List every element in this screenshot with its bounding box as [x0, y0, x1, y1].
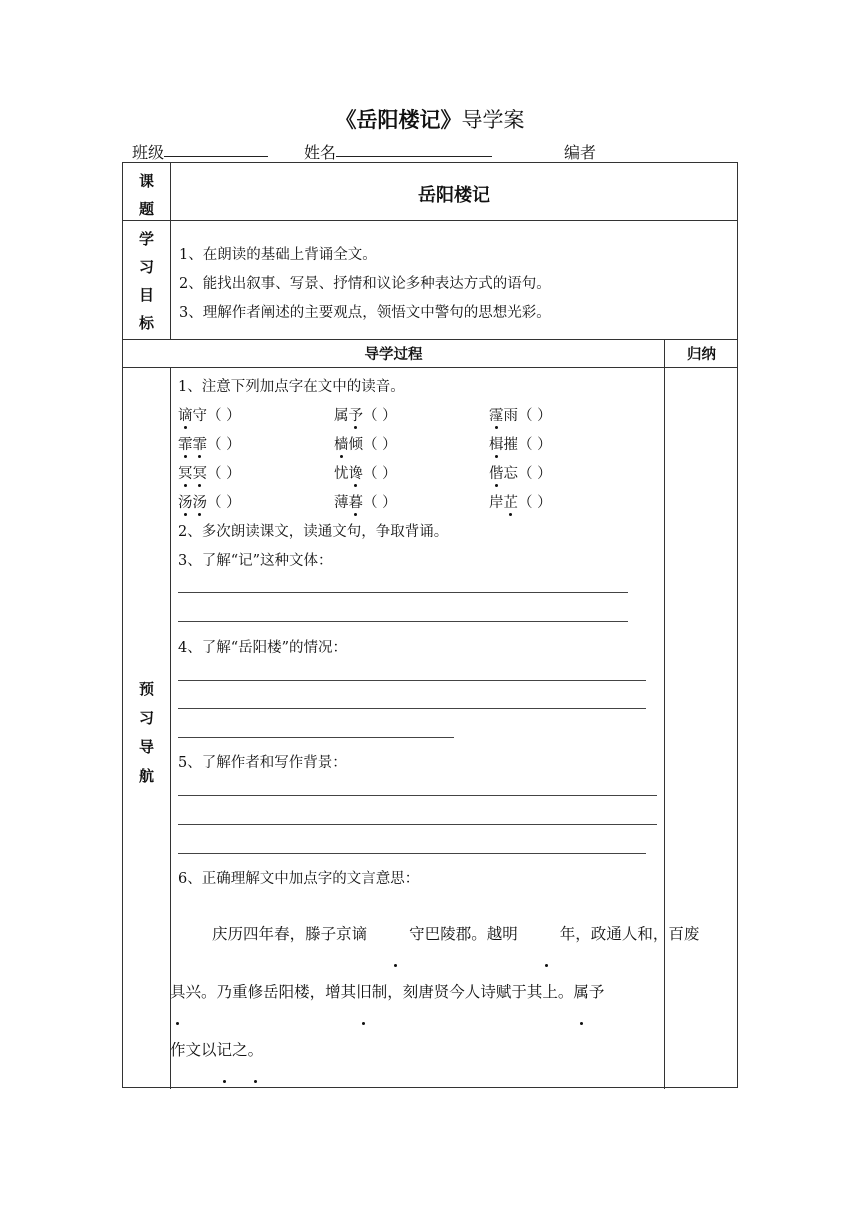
question-3: 3、了解“记”这种文体：	[178, 553, 333, 569]
dotted-character: 谗	[349, 462, 364, 483]
dotted-character: 暮	[349, 491, 364, 512]
passage-line	[170, 1021, 660, 1079]
dotted-character: 记	[217, 1021, 233, 1079]
pinyin-item[interactable]: 忧谗（ ）	[334, 462, 397, 483]
header-fields	[132, 140, 752, 162]
topic-title: 岳阳楼记	[418, 185, 490, 206]
dotted-character: 予	[349, 404, 364, 425]
pinyin-item[interactable]: 霏霏（ ）	[178, 433, 241, 454]
preview-label-char: 航	[138, 767, 154, 785]
editor-label: 编者	[564, 143, 597, 162]
goals-label-char: 目	[138, 286, 154, 304]
summary-column-line	[664, 339, 665, 1089]
pinyin-item[interactable]: 薄暮（ ）	[334, 491, 397, 512]
answer-line[interactable]	[178, 853, 646, 854]
process-header: 导学过程	[364, 347, 423, 363]
pinyin-item[interactable]: 偕忘（ ）	[489, 462, 552, 483]
title-rest: 导学案	[461, 108, 525, 132]
goal-1: 1、在朗读的基础上背诵全文。	[179, 247, 377, 263]
topic-label-char: 题	[138, 200, 154, 218]
passage-line-1: 庆历四年春，滕子京谪 守巴陵郡。越明 年，政通人和，百废	[170, 905, 660, 963]
answer-line[interactable]	[178, 680, 646, 681]
guide-table	[122, 162, 738, 1088]
pinyin-item[interactable]: 樯倾（ ）	[334, 433, 397, 454]
question-4: 4、了解“岳阳楼”的情况：	[178, 640, 348, 656]
dotted-character: 属	[573, 963, 589, 1021]
divider-1	[123, 220, 737, 221]
answer-line[interactable]	[178, 621, 628, 622]
name-blank[interactable]	[336, 140, 492, 157]
dotted-character: 谪	[178, 404, 193, 425]
pinyin-item[interactable]: 霪雨（ ）	[489, 404, 552, 425]
name-field[interactable]	[304, 140, 336, 163]
dotted-character: 冥	[193, 462, 208, 483]
dotted-character: 汤	[193, 491, 208, 512]
dotted-character: 守	[367, 905, 425, 963]
dotted-character: 汤	[178, 491, 193, 512]
answer-line[interactable]	[178, 824, 657, 825]
document-title	[0, 104, 860, 134]
goals-label-char: 标	[138, 314, 154, 332]
pinyin-item[interactable]: 汤汤（ ）	[178, 491, 241, 512]
answer-line[interactable]	[178, 795, 657, 796]
passage-line-2: 具兴。乃重修岳阳楼，增其旧制，刻唐贤今人诗赋于其上。属予	[170, 963, 660, 1021]
question-5: 5、了解作者和写作背景：	[178, 755, 347, 771]
question-6: 6、正确理解文中加点字的文言意思：	[178, 871, 420, 887]
class-blank[interactable]	[164, 140, 268, 157]
title-bold: 《岳阳楼记》	[335, 107, 462, 132]
goal-2: 2、能找出叙事、写景、抒情和议论多种表达方式的语句。	[179, 276, 551, 292]
dotted-character: 年	[518, 905, 576, 963]
pinyin-item[interactable]: 属予（ ）	[334, 404, 397, 425]
answer-line[interactable]	[178, 708, 646, 709]
dotted-character: 偕	[489, 462, 504, 483]
summary-header: 归纳	[687, 347, 716, 363]
question-1: 1、注意下列加点字在文中的读音。	[178, 379, 405, 395]
dotted-character: 。	[248, 1021, 264, 1079]
goals-label	[123, 225, 170, 337]
dotted-character: 霏	[193, 433, 208, 454]
answer-line[interactable]	[178, 737, 454, 738]
topic-label-char: 课	[138, 172, 154, 190]
pinyin-item[interactable]: 冥冥（ ）	[178, 462, 241, 483]
passage-line	[170, 963, 660, 1021]
dotted-character: 具	[170, 963, 186, 1021]
goals-label-char: 学	[138, 230, 154, 248]
preview-label-char: 习	[138, 709, 154, 727]
dotted-character: 楫	[489, 433, 504, 454]
pinyin-item[interactable]: 谪守（ ）	[178, 404, 241, 425]
editor-field	[564, 140, 596, 163]
preview-label-char: 导	[138, 738, 154, 756]
topic-label	[123, 167, 170, 223]
question-2: 2、多次朗读课文，读通文句，争取背诵。	[178, 524, 449, 540]
answer-line[interactable]	[178, 592, 628, 593]
dotted-character: 樯	[334, 433, 349, 454]
pinyin-item[interactable]: 岸芷（ ）	[489, 491, 552, 512]
divider-2	[123, 339, 737, 340]
dotted-character: 冥	[178, 462, 193, 483]
dotted-character: 霪	[489, 404, 504, 425]
dotted-character: 霏	[178, 433, 193, 454]
class-field[interactable]	[132, 140, 164, 163]
preview-label	[123, 675, 170, 791]
pinyin-item[interactable]: 楫摧（ ）	[489, 433, 552, 454]
goals-label-char: 习	[138, 258, 154, 276]
dotted-character: 旧	[356, 963, 372, 1021]
class-label: 班级	[132, 143, 165, 162]
name-label: 姓名	[304, 143, 337, 162]
dotted-character: 芷	[504, 491, 519, 512]
preview-label-char: 预	[138, 680, 154, 698]
goal-3: 3、理解作者阐述的主要观点，领悟文中警句的思想光彩。	[179, 305, 551, 321]
passage-line	[170, 905, 700, 963]
divider-3	[123, 367, 737, 368]
passage-line-3: 作文以记之。	[170, 1021, 660, 1079]
